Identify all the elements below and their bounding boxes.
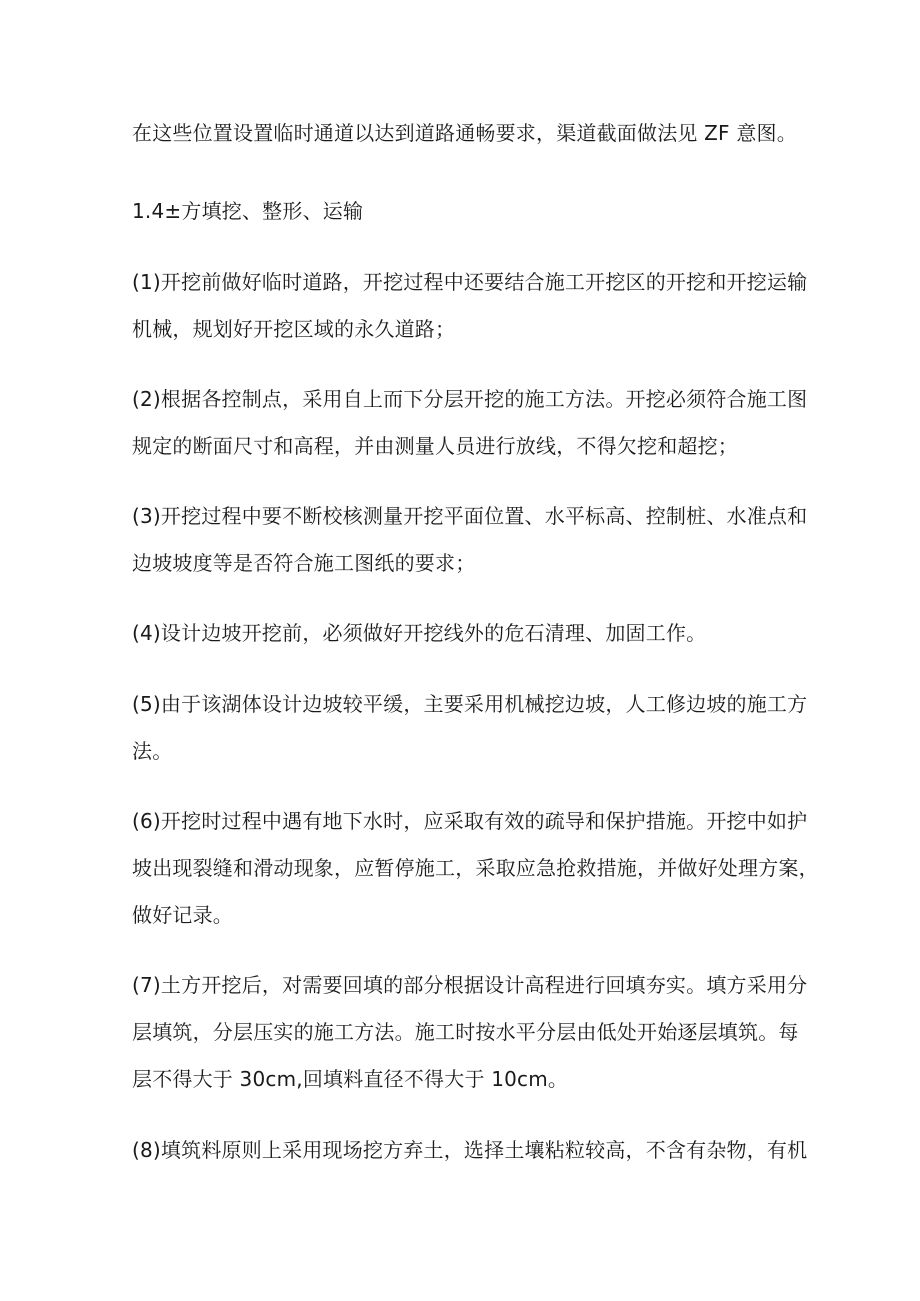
paragraph-line: (4)设计边坡开挖前，必须做好开挖线外的危石清理、加固工作。 bbox=[132, 621, 707, 645]
paragraph-line: (2)根据各控制点，采用自上而下分层开挖的施工方法。开挖必须符合施工图 bbox=[132, 387, 808, 411]
section-heading: 1.4±方填挖、整形、运输 bbox=[132, 199, 364, 223]
paragraph-line: (5)由于该湖体设计边坡较平缓，主要采用机械挖边坡，人工修边坡的施工方 bbox=[132, 692, 808, 716]
paragraph-line: 法。 bbox=[132, 739, 173, 763]
paragraph-line: (1)开挖前做好临时道路，开挖过程中还要结合施工开挖区的开挖和开挖运输 bbox=[132, 270, 808, 294]
paragraph-line: 层不得大于 30cm,回填料直径不得大于 10cm。 bbox=[132, 1067, 569, 1091]
paragraph-line: (7)土方开挖后，对需要回填的部分根据设计高程进行回填夯实。填方采用分 bbox=[132, 973, 808, 997]
paragraph-line: 边坡坡度等是否符合施工图纸的要求； bbox=[132, 551, 476, 575]
paragraph-line: 规定的断面尺寸和高程，并由测量人员进行放线，不得欠挖和超挖； bbox=[132, 434, 738, 458]
paragraph-line: 坡出现裂缝和滑动现象，应暂停施工，采取应急抢救措施，并做好处理方案， bbox=[132, 856, 819, 880]
paragraph-line: 做好记录。 bbox=[132, 903, 233, 927]
paragraph-line: 在这些位置设置临时通道以达到道路通畅要求，渠道截面做法见 ZF 意图。 bbox=[132, 121, 797, 145]
paragraph-line: 层填筑，分层压实的施工方法。施工时按水平分层由低处开始逐层填筑。每 bbox=[132, 1020, 799, 1044]
paragraph-line: 机械，规划好开挖区域的永久道路； bbox=[132, 317, 456, 341]
paragraph-line: (3)开挖过程中要不断校核测量开挖平面位置、水平标高、控制桩、水准点和 bbox=[132, 504, 808, 528]
paragraph-line: (8)填筑料原则上采用现场挖方弃土，选择土壤粘粒较高，不含有杂物，有机 bbox=[132, 1138, 808, 1162]
paragraph-line: (6)开挖时过程中遇有地下水时，应采取有效的疏导和保护措施。开挖中如护 bbox=[132, 809, 808, 833]
